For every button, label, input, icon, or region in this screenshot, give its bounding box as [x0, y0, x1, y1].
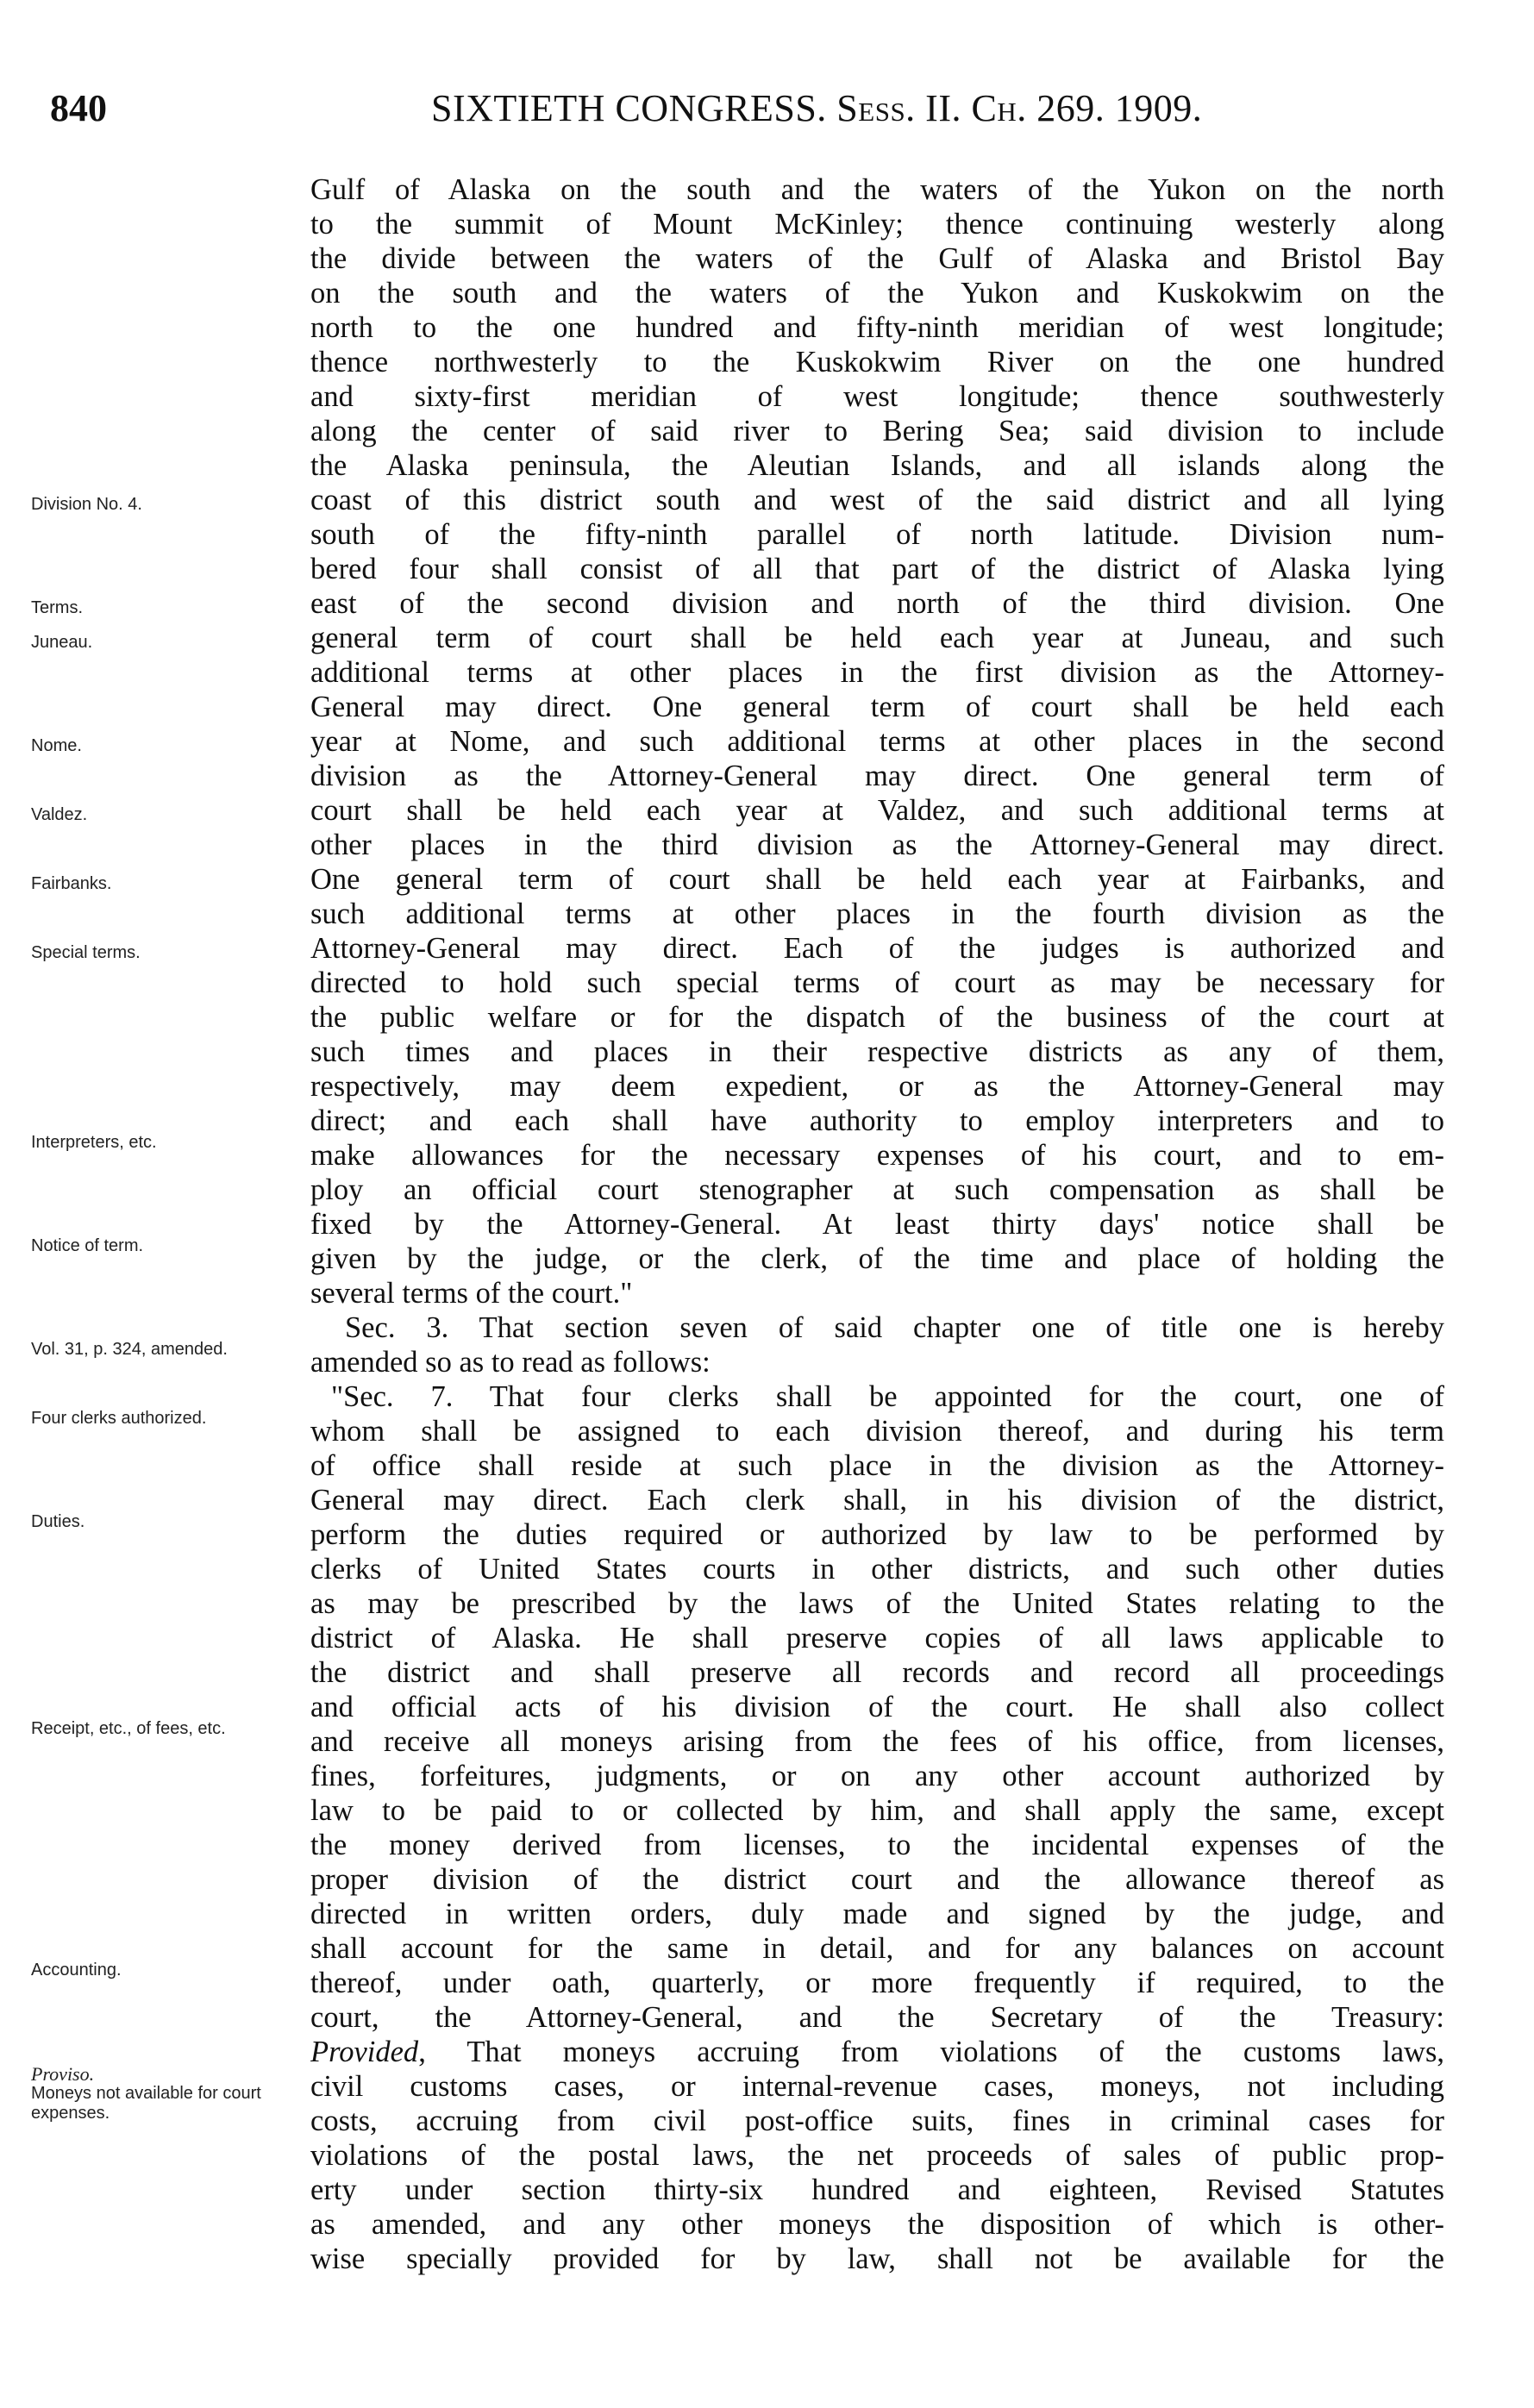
margin-note-proviso — [31, 2064, 307, 2086]
text-line: respectively, may deem expedient, or as the Attorney-General may — [310, 1070, 1444, 1103]
text-line: civil customs cases, or internal-revenue cases, moneys, not including — [310, 2070, 1444, 2103]
text-line: several terms of the court." — [310, 1277, 633, 1310]
text-line: thence northwesterly to the Kuskokwim River on the one hundred — [310, 346, 1444, 378]
text-line: district of Alaska. He shall preserve copies of all laws applicable to — [310, 1622, 1444, 1654]
text-line: fixed by the Attorney-General. At least thirty days' notice shall be — [310, 1208, 1444, 1241]
text-line: to the summit of Mount McKinley; thence continuing westerly along — [310, 208, 1444, 241]
text-line: make allowances for the necessary expenses of his court, and to em- — [310, 1139, 1444, 1172]
text-line: coast of this district south and west of the said district and all lying — [310, 484, 1444, 516]
text-line: violations of the postal laws, the net proceeds of sales of public prop- — [310, 2139, 1444, 2172]
margin-note: Accounting. — [31, 1961, 122, 1980]
text-line: the public welfare or for the dispatch of the business of the court at — [310, 1001, 1444, 1034]
text-line: given by the judge, or the clerk, of the time and place of holding the — [310, 1242, 1444, 1275]
text-line: court, the Attorney-General, and the Secretary of the Treasury: — [310, 2001, 1444, 2034]
text-line: proper division of the district court and the allowance thereof as — [310, 1863, 1444, 1896]
year-label: 1909. — [1114, 87, 1203, 129]
margin-note: Four clerks authorized. — [31, 1409, 207, 1428]
congress-title: SIXTIETH CONGRESS. — [431, 87, 827, 129]
margin-note: Division No. 4. — [31, 495, 142, 514]
margin-note: Juneau. — [31, 633, 93, 652]
margin-note: Vol. 31, p. 324, amended. — [31, 1340, 228, 1359]
text-line: the district and shall preserve all records and record all proceedings — [310, 1656, 1444, 1689]
chapter-label: Ch. 269. — [971, 87, 1105, 129]
proviso-label: Proviso. — [31, 2063, 95, 2085]
text-line: year at Nome, and such additional terms at other places in the second — [310, 725, 1444, 758]
margin-note: Terms. — [31, 598, 83, 617]
margin-note: Moneys not available for court expenses. — [31, 2084, 261, 2123]
text-line: amended so as to read as follows: — [310, 1346, 711, 1379]
running-head — [431, 86, 1202, 130]
text-line: the divide between the waters of the Gulf of Alaska and Bristol Bay — [310, 242, 1444, 275]
text-line: costs, accruing from civil post-office suits, fines in criminal cases for — [310, 2105, 1444, 2137]
margin-note: Valdez. — [31, 805, 88, 824]
text-line: the money derived from licenses, to the incidental expenses of the — [310, 1829, 1444, 1861]
text-line: directed to hold such special terms of court as may be necessary for — [310, 966, 1444, 999]
text-line: direct; and each shall have authority to employ interpreters and to — [310, 1104, 1444, 1137]
text-line: Sec. 3. That section seven of said chapter one of title one is hereby — [345, 1311, 1444, 1344]
text-line: as may be prescribed by the laws of the United States relating to the — [310, 1587, 1444, 1620]
text-line: and official acts of his division of the court. He shall also collect — [310, 1691, 1444, 1723]
text-line: Attorney-General may direct. Each of the judges is authorized and — [310, 932, 1444, 965]
text-line: One general term of court shall be held each year at Fairbanks, and — [310, 863, 1444, 896]
text-line: court shall be held each year at Valdez, and such additional terms at — [310, 794, 1444, 827]
text-line: perform the duties required or authorized by law to be performed by — [310, 1518, 1444, 1551]
margin-note: Interpreters, etc. — [31, 1133, 157, 1152]
margin-note: Duties. — [31, 1512, 85, 1531]
margin-notes — [31, 172, 307, 2380]
text-line: additional terms at other places in the first division as the Attorney- — [310, 656, 1444, 689]
text-line: "Sec. 7. That four clerks shall be appointed for the court, one of — [331, 1380, 1444, 1413]
text-line: and sixty-first meridian of west longitude; thence southwesterly — [310, 380, 1444, 413]
text-line: Gulf of Alaska on the south and the waters of the Yukon on the north — [310, 173, 1444, 206]
text-line: along the center of said river to Bering Sea; said division to include — [310, 415, 1444, 447]
text-line: general term of court shall be held each year at Juneau, and such — [310, 622, 1444, 654]
text-line: ploy an official court stenographer at such compensation as shall be — [310, 1173, 1444, 1206]
margin-note: Nome. — [31, 736, 82, 755]
text-line: other places in the third division as the Attorney-General may direct. — [310, 829, 1444, 861]
margin-note: Special terms. — [31, 943, 141, 962]
text-line: fines, forfeitures, judgments, or on any other account authorized by — [310, 1760, 1444, 1792]
text-line: law to be paid to or collected by him, and shall apply the same, except — [310, 1794, 1444, 1827]
text-line: wise specially provided for by law, shall not be available for the — [310, 2242, 1444, 2275]
text-line: such additional terms at other places in the fourth division as the — [310, 898, 1444, 930]
text-line — [310, 2276, 1444, 2311]
text-line: bered four shall consist of all that part of the district of Alaska lying — [310, 553, 1444, 585]
text-line: erty under section thirty-six hundred and eighteen, Revised Statutes — [310, 2173, 1444, 2206]
statute-text — [310, 172, 1444, 2388]
text-line: such times and places in their respective districts as any of them, — [310, 1035, 1444, 1068]
text-line: division as the Attorney-General may direct. One general term of — [310, 760, 1444, 792]
margin-note: Receipt, etc., of fees, etc. — [31, 1719, 226, 1738]
text-line: of office shall reside at such place in the division as the Attorney- — [310, 1449, 1444, 1482]
text-line: General may direct. One general term of court shall be held each — [310, 691, 1444, 723]
text-line: shall account for the same in detail, and for any balances on account — [310, 1932, 1444, 1965]
proviso-word: Provided — [310, 2036, 419, 2068]
margin-note: Fairbanks. — [31, 874, 112, 893]
text-line: and receive all moneys arising from the fees of his office, from licenses, — [310, 1725, 1444, 1758]
text-line: directed in written orders, duly made and signed by the judge, and — [310, 1898, 1444, 1930]
text-line: Provided, That moneys accruing from violations of the customs laws, — [310, 2036, 1444, 2068]
text-line: east of the second division and north of the third division. One — [310, 587, 1444, 620]
margin-note: Notice of term. — [31, 1236, 144, 1255]
text-line: the Alaska peninsula, the Aleutian Islands, and all islands along the — [310, 449, 1444, 482]
text-line: on the south and the waters of the Yukon and Kuskokwim on the — [310, 277, 1444, 310]
text-line: as amended, and any other moneys the disposition of which is other- — [310, 2208, 1444, 2241]
text-line: south of the fifty-ninth parallel of north latitude. Division num- — [310, 518, 1444, 551]
text-line: whom shall be assigned to each division thereof, and during his term — [310, 1415, 1444, 1448]
text-line: General may direct. Each clerk shall, in his division of the district, — [310, 1484, 1444, 1517]
text-line: clerks of United States courts in other districts, and such other duties — [310, 1553, 1444, 1586]
page-number: 840 — [50, 87, 107, 129]
text-line: thereof, under oath, quarterly, or more frequently if required, to the — [310, 1967, 1444, 1999]
text-line: north to the one hundred and fifty-ninth meridian of west longitude; — [310, 311, 1444, 344]
page-header — [50, 86, 1430, 138]
session-label: Sess. II. — [836, 87, 961, 129]
